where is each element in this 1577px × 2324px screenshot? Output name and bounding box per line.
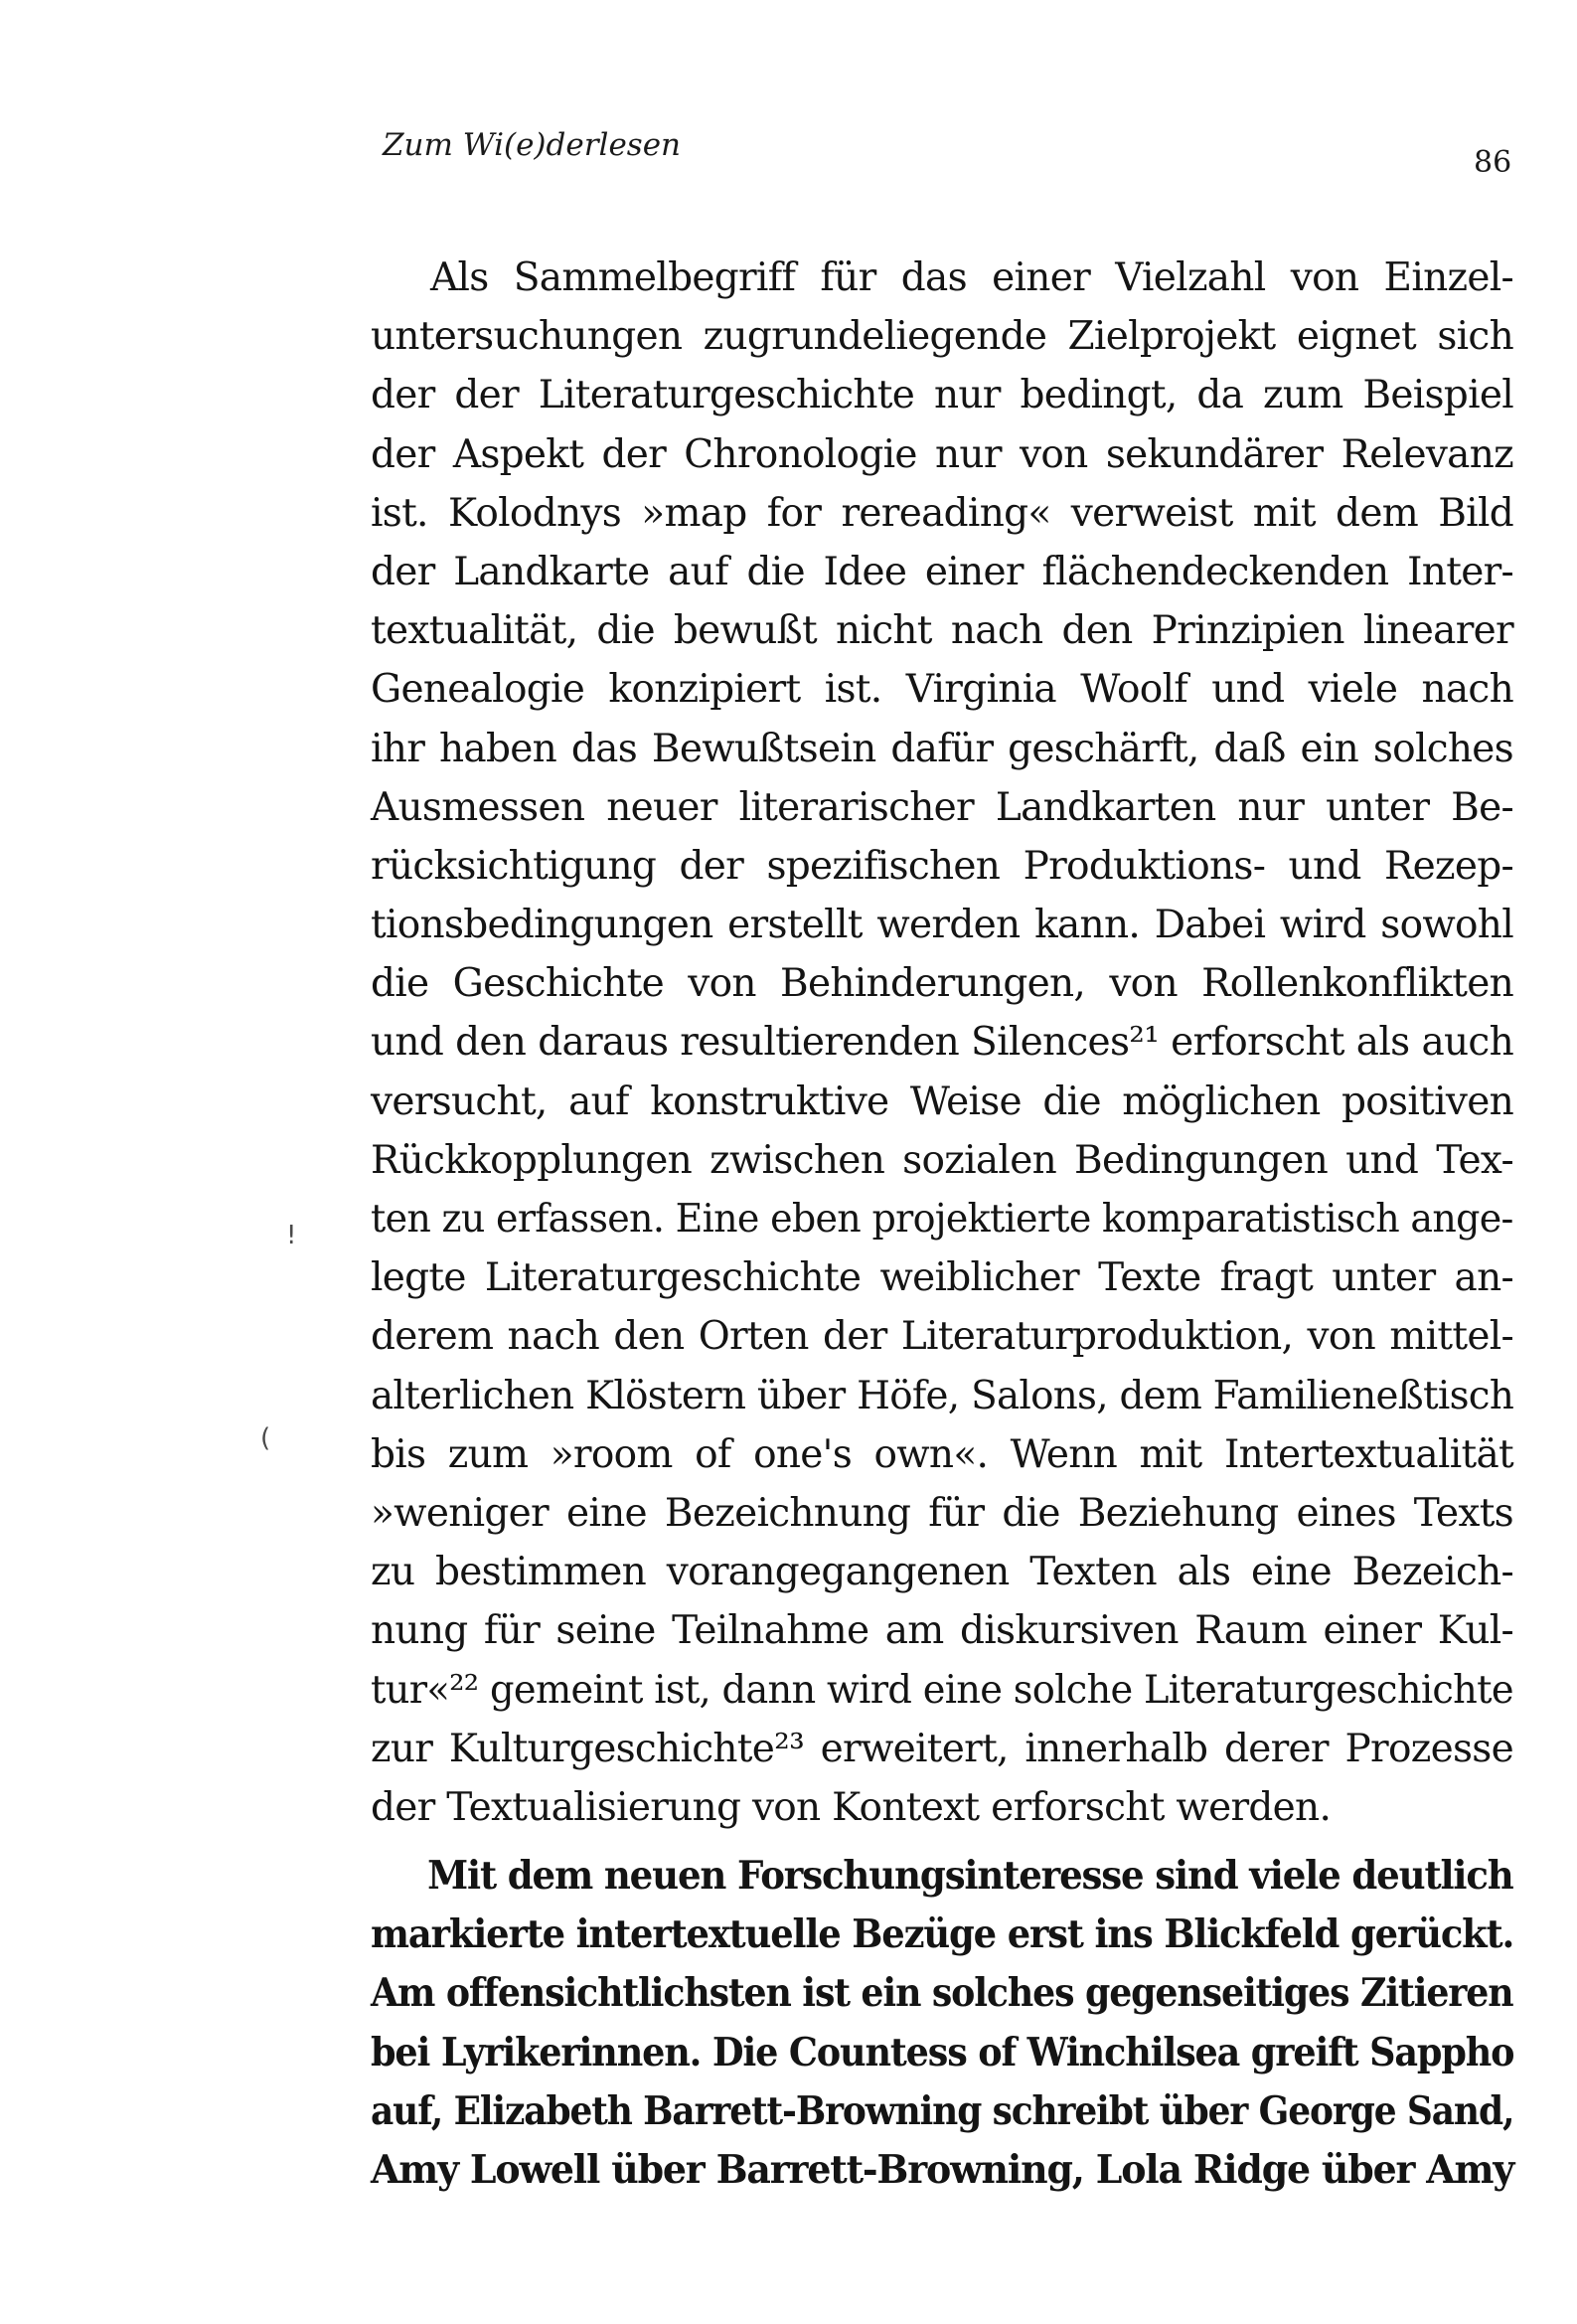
page-number: 86	[1474, 145, 1512, 180]
text-line: Genealogie konzipiert ist. Virginia Woolf und viele nach	[371, 667, 1513, 713]
margin-mark: !	[286, 1221, 297, 1250]
text-line: legte Literaturgeschichte weiblicher Texte fragt unter an-	[371, 1255, 1513, 1301]
text-line: der Textualisierung von Kontext erforscht werden.	[371, 1784, 1332, 1830]
margin-mark: (	[260, 1423, 271, 1453]
text-line: bis zum »room of one's own«. Wenn mit Intertextualität	[371, 1431, 1513, 1477]
text-line: ten zu erfassen. Eine eben projektierte komparatistisch ange-	[371, 1197, 1513, 1242]
text-line: ist. Kolodnys »map for rereading« verweist mit dem Bild	[371, 490, 1513, 536]
text-line: nung für seine Teilnahme am diskursiven Raum einer Kul-	[371, 1608, 1513, 1654]
text-line: die Geschichte von Behinderungen, von Rollenkonflikten	[371, 961, 1513, 1007]
text-line: Am offensichtlichsten ist ein solches gegenseitiges Zitieren	[371, 1970, 1513, 2017]
text-line: derem nach den Orten der Literaturproduktion, von mittel-	[371, 1314, 1513, 1360]
text-line: Ausmessen neuer literarischer Landkarten nur unter Be-	[371, 784, 1513, 830]
body-text	[371, 249, 1513, 2200]
text-line: Als Sammelbegriff für das einer Vielzahl von Einzel-	[430, 255, 1513, 300]
text-line: Rückkopplungen zwischen sozialen Bedingungen und Tex-	[371, 1137, 1513, 1183]
running-title: Zum Wi(e)derlesen	[383, 127, 682, 163]
text-line: »weniger eine Bezeichnung für die Beziehung eines Texts	[371, 1490, 1513, 1536]
text-line: ihr haben das Bewußtsein dafür geschärft, daß ein solches	[371, 726, 1513, 771]
text-line: und den daraus resultierenden Silences²¹ erforscht als auch	[371, 1020, 1513, 1066]
text-line: bei Lyrikerinnen. Die Countess of Winchilsea greift Sappho	[371, 2029, 1514, 2075]
text-line: Amy Lowell über Barrett-Browning, Lola Ridge über Amy	[371, 2147, 1514, 2193]
text-line: auf, Elizabeth Barrett-Browning schreibt über George Sand,	[371, 2087, 1514, 2134]
text-line: markierte intertextuelle Bezüge erst ins Blickfeld gerückt.	[371, 1911, 1514, 1958]
text-line: der Aspekt der Chronologie nur von sekundärer Relevanz	[371, 431, 1513, 477]
text-line: versucht, auf konstruktive Weise die möglichen positiven	[371, 1079, 1513, 1124]
text-line: zur Kulturgeschichte²³ erweitert, innerhalb derer Prozesse	[371, 1726, 1513, 1771]
text-line: untersuchungen zugrundeliegende Zielprojekt eignet sich	[371, 314, 1513, 360]
text-line: tionsbedingungen erstellt werden kann. Dabei wird sowohl	[371, 903, 1513, 948]
text-line: der der Literaturgeschichte nur bedingt, da zum Beispiel	[371, 373, 1513, 418]
text-line: Mit dem neuen Forschungsinteresse sind viele deutlich	[427, 1853, 1513, 1900]
text-line: der Landkarte auf die Idee einer flächendeckenden Inter-	[371, 549, 1513, 594]
text-line: zu bestimmen vorangegangenen Texten als eine Bezeich-	[371, 1550, 1513, 1595]
text-line: rücksichtigung der spezifischen Produktions- und Rezep-	[371, 843, 1513, 889]
text-line: textualität, die bewußt nicht nach den Prinzipien linearer	[371, 608, 1513, 654]
text-line: alterlichen Klöstern über Höfe, Salons, dem Familieneßtisch	[371, 1373, 1514, 1418]
text-line: tur«²² gemeint ist, dann wird eine solche Literaturgeschichte	[371, 1667, 1513, 1713]
